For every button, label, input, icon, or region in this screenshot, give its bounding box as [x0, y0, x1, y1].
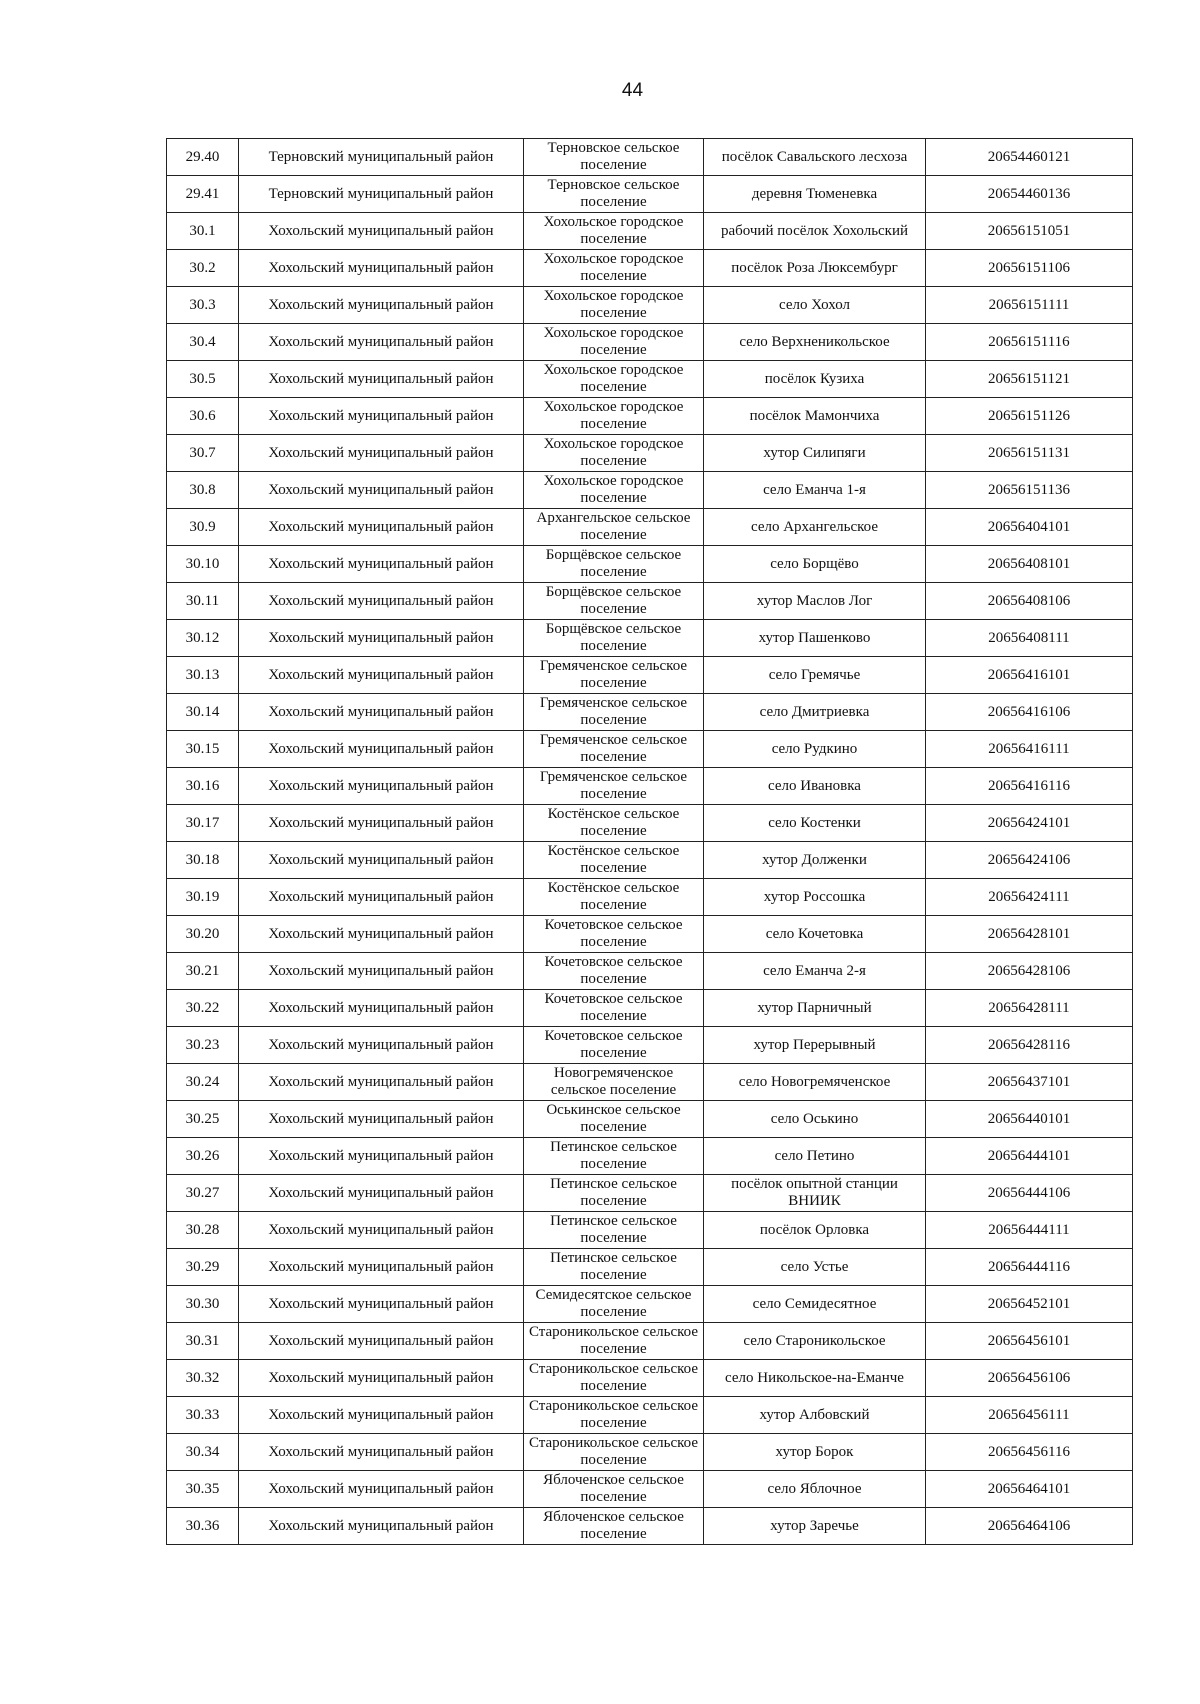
row-number-cell: 30.28 [167, 1212, 239, 1249]
settlement-cell: Хохольское городское поселение [524, 324, 704, 361]
locality-cell: село Гремячье [704, 657, 926, 694]
oktmo-code-cell: 20656452101 [926, 1286, 1133, 1323]
table-row [167, 1434, 1133, 1471]
locality-cell: хутор Россошка [704, 879, 926, 916]
row-number-cell: 30.1 [167, 213, 239, 250]
row-number-cell: 30.35 [167, 1471, 239, 1508]
oktmo-code-cell: 20656444111 [926, 1212, 1133, 1249]
district-cell: Хохольский муниципальный район [239, 916, 524, 953]
district-cell: Хохольский муниципальный район [239, 472, 524, 509]
oktmo-code-cell: 20656151051 [926, 213, 1133, 250]
row-number-cell: 30.22 [167, 990, 239, 1027]
row-number-cell: 30.3 [167, 287, 239, 324]
locality-cell: хутор Перерывный [704, 1027, 926, 1064]
row-number-cell: 30.34 [167, 1434, 239, 1471]
settlement-cell: Петинское сельское поселение [524, 1249, 704, 1286]
district-cell: Хохольский муниципальный район [239, 1101, 524, 1138]
table-row [167, 1175, 1133, 1212]
district-cell: Терновский муниципальный район [239, 176, 524, 213]
row-number-cell: 30.24 [167, 1064, 239, 1101]
locality-cell: посёлок Мамончиха [704, 398, 926, 435]
district-cell: Терновский муниципальный район [239, 139, 524, 176]
row-number-cell: 29.40 [167, 139, 239, 176]
settlement-cell: Костёнское сельское поселение [524, 842, 704, 879]
oktmo-code-cell: 20656416106 [926, 694, 1133, 731]
table-row [167, 435, 1133, 472]
table-row [167, 176, 1133, 213]
district-cell: Хохольский муниципальный район [239, 1397, 524, 1434]
table-row [167, 953, 1133, 990]
oktmo-code-cell: 20656464106 [926, 1508, 1133, 1545]
locality-cell: рабочий посёлок Хохольский [704, 213, 926, 250]
locality-cell: село Семидесятное [704, 1286, 926, 1323]
oktmo-code-cell: 20656456116 [926, 1434, 1133, 1471]
oktmo-code-cell: 20656151106 [926, 250, 1133, 287]
settlement-cell: Хохольское городское поселение [524, 472, 704, 509]
settlement-cell: Гремяченское сельское поселение [524, 694, 704, 731]
district-cell: Хохольский муниципальный район [239, 509, 524, 546]
row-number-cell: 30.10 [167, 546, 239, 583]
oktmo-code-cell: 20656151111 [926, 287, 1133, 324]
settlement-cell: Гремяченское сельское поселение [524, 731, 704, 768]
row-number-cell: 30.18 [167, 842, 239, 879]
district-cell: Хохольский муниципальный район [239, 694, 524, 731]
district-cell: Хохольский муниципальный район [239, 213, 524, 250]
settlement-cell: Семидесятское сельское поселение [524, 1286, 704, 1323]
district-cell: Хохольский муниципальный район [239, 1175, 524, 1212]
row-number-cell: 30.2 [167, 250, 239, 287]
settlement-cell: Терновское сельское поселение [524, 176, 704, 213]
district-cell: Хохольский муниципальный район [239, 324, 524, 361]
oktmo-code-cell: 20656456101 [926, 1323, 1133, 1360]
district-cell: Хохольский муниципальный район [239, 583, 524, 620]
district-cell: Хохольский муниципальный район [239, 1360, 524, 1397]
locality-cell: село Петино [704, 1138, 926, 1175]
settlement-cell: Архангельское сельское поселение [524, 509, 704, 546]
oktmo-code-cell: 20656440101 [926, 1101, 1133, 1138]
locality-cell: село Верхненикольское [704, 324, 926, 361]
district-cell: Хохольский муниципальный район [239, 1286, 524, 1323]
oktmo-code-cell: 20656424101 [926, 805, 1133, 842]
table-row [167, 916, 1133, 953]
settlement-cell: Оськинское сельское поселение [524, 1101, 704, 1138]
settlement-cell: Хохольское городское поселение [524, 287, 704, 324]
settlement-cell: Хохольское городское поселение [524, 398, 704, 435]
table-row [167, 361, 1133, 398]
row-number-cell: 30.15 [167, 731, 239, 768]
row-number-cell: 30.19 [167, 879, 239, 916]
oktmo-code-cell: 20656456106 [926, 1360, 1133, 1397]
locality-cell: деревня Тюменевка [704, 176, 926, 213]
locality-cell: хутор Долженки [704, 842, 926, 879]
district-cell: Хохольский муниципальный район [239, 1471, 524, 1508]
settlement-cell: Гремяченское сельское поселение [524, 768, 704, 805]
row-number-cell: 30.13 [167, 657, 239, 694]
district-cell: Хохольский муниципальный район [239, 250, 524, 287]
district-cell: Хохольский муниципальный район [239, 1027, 524, 1064]
district-cell: Хохольский муниципальный район [239, 1064, 524, 1101]
locality-cell: село Борщёво [704, 546, 926, 583]
settlement-cell: Кочетовское сельское поселение [524, 916, 704, 953]
locality-cell: хутор Заречье [704, 1508, 926, 1545]
locality-cell: село Архангельское [704, 509, 926, 546]
district-cell: Хохольский муниципальный район [239, 842, 524, 879]
settlement-cell: Гремяченское сельское поселение [524, 657, 704, 694]
district-cell: Хохольский муниципальный район [239, 990, 524, 1027]
locality-cell: село Хохол [704, 287, 926, 324]
settlement-cell: Кочетовское сельское поселение [524, 990, 704, 1027]
row-number-cell: 30.29 [167, 1249, 239, 1286]
district-cell: Хохольский муниципальный район [239, 768, 524, 805]
row-number-cell: 30.27 [167, 1175, 239, 1212]
row-number-cell: 30.21 [167, 953, 239, 990]
locality-cell: село Никольское-на-Еманче [704, 1360, 926, 1397]
settlement-cell: Костёнское сельское поселение [524, 805, 704, 842]
row-number-cell: 30.33 [167, 1397, 239, 1434]
table-row [167, 583, 1133, 620]
settlement-cell: Новогремяченское сельское поселение [524, 1064, 704, 1101]
oktmo-code-cell: 20656428116 [926, 1027, 1133, 1064]
oktmo-code-cell: 20656408101 [926, 546, 1133, 583]
oktmo-code-cell: 20656428111 [926, 990, 1133, 1027]
oktmo-code-cell: 20656416116 [926, 768, 1133, 805]
locality-cell: посёлок Кузиха [704, 361, 926, 398]
district-cell: Хохольский муниципальный район [239, 398, 524, 435]
table-row [167, 1138, 1133, 1175]
table-row [167, 1323, 1133, 1360]
oktmo-code-cell: 20656428106 [926, 953, 1133, 990]
locality-cell: хутор Парничный [704, 990, 926, 1027]
district-cell: Хохольский муниципальный район [239, 1434, 524, 1471]
oktmo-code-cell: 20654460136 [926, 176, 1133, 213]
district-cell: Хохольский муниципальный район [239, 435, 524, 472]
settlement-cell: Борщёвское сельское поселение [524, 546, 704, 583]
locality-registry-table [166, 138, 1133, 1545]
settlement-cell: Староникольское сельское поселение [524, 1360, 704, 1397]
table-row [167, 805, 1133, 842]
settlement-cell: Яблоченское сельское поселение [524, 1508, 704, 1545]
oktmo-code-cell: 20656424111 [926, 879, 1133, 916]
locality-cell: село Костенки [704, 805, 926, 842]
settlement-cell: Староникольское сельское поселение [524, 1397, 704, 1434]
row-number-cell: 30.25 [167, 1101, 239, 1138]
oktmo-code-cell: 20654460121 [926, 139, 1133, 176]
settlement-cell: Кочетовское сельское поселение [524, 953, 704, 990]
district-cell: Хохольский муниципальный район [239, 1323, 524, 1360]
district-cell: Хохольский муниципальный район [239, 657, 524, 694]
table-row [167, 990, 1133, 1027]
oktmo-code-cell: 20656424106 [926, 842, 1133, 879]
district-cell: Хохольский муниципальный район [239, 1212, 524, 1249]
table-row [167, 694, 1133, 731]
settlement-cell: Терновское сельское поселение [524, 139, 704, 176]
oktmo-code-cell: 20656464101 [926, 1471, 1133, 1508]
district-cell: Хохольский муниципальный район [239, 953, 524, 990]
page-number: 44 [621, 80, 644, 101]
locality-cell: село Ивановка [704, 768, 926, 805]
locality-cell: посёлок опытной станции ВНИИК [704, 1175, 926, 1212]
table-row [167, 1286, 1133, 1323]
settlement-cell: Староникольское сельское поселение [524, 1434, 704, 1471]
table-row [167, 1101, 1133, 1138]
row-number-cell: 30.20 [167, 916, 239, 953]
locality-cell: село Рудкино [704, 731, 926, 768]
settlement-cell: Петинское сельское поселение [524, 1138, 704, 1175]
table-row [167, 1212, 1133, 1249]
settlement-cell: Хохольское городское поселение [524, 213, 704, 250]
oktmo-code-cell: 20656151126 [926, 398, 1133, 435]
settlement-cell: Петинское сельское поселение [524, 1212, 704, 1249]
oktmo-code-cell: 20656444116 [926, 1249, 1133, 1286]
locality-cell: хутор Маслов Лог [704, 583, 926, 620]
locality-cell: хутор Борок [704, 1434, 926, 1471]
row-number-cell: 30.31 [167, 1323, 239, 1360]
table-row [167, 879, 1133, 916]
row-number-cell: 30.5 [167, 361, 239, 398]
table-row [167, 1249, 1133, 1286]
oktmo-code-cell: 20656151121 [926, 361, 1133, 398]
row-number-cell: 30.4 [167, 324, 239, 361]
oktmo-code-cell: 20656416111 [926, 731, 1133, 768]
oktmo-code-cell: 20656444101 [926, 1138, 1133, 1175]
table-row [167, 324, 1133, 361]
district-cell: Хохольский муниципальный район [239, 879, 524, 916]
settlement-cell: Хохольское городское поселение [524, 435, 704, 472]
settlement-cell: Яблоченское сельское поселение [524, 1471, 704, 1508]
oktmo-code-cell: 20656444106 [926, 1175, 1133, 1212]
table-row [167, 287, 1133, 324]
table-row [167, 1064, 1133, 1101]
oktmo-code-cell: 20656151136 [926, 472, 1133, 509]
oktmo-code-cell: 20656151131 [926, 435, 1133, 472]
row-number-cell: 30.23 [167, 1027, 239, 1064]
oktmo-code-cell: 20656437101 [926, 1064, 1133, 1101]
row-number-cell: 30.26 [167, 1138, 239, 1175]
district-cell: Хохольский муниципальный район [239, 287, 524, 324]
locality-cell: хутор Силипяги [704, 435, 926, 472]
row-number-cell: 30.32 [167, 1360, 239, 1397]
table-row [167, 1397, 1133, 1434]
oktmo-code-cell: 20656408111 [926, 620, 1133, 657]
row-number-cell: 30.11 [167, 583, 239, 620]
table-row [167, 842, 1133, 879]
row-number-cell: 30.16 [167, 768, 239, 805]
row-number-cell: 30.30 [167, 1286, 239, 1323]
table-row [167, 250, 1133, 287]
locality-cell: село Еманча 1-я [704, 472, 926, 509]
row-number-cell: 30.8 [167, 472, 239, 509]
settlement-cell: Борщёвское сельское поселение [524, 583, 704, 620]
settlement-cell: Хохольское городское поселение [524, 250, 704, 287]
locality-cell: село Оськино [704, 1101, 926, 1138]
row-number-cell: 30.17 [167, 805, 239, 842]
locality-cell: посёлок Савальского лесхоза [704, 139, 926, 176]
table-row [167, 1471, 1133, 1508]
oktmo-code-cell: 20656428101 [926, 916, 1133, 953]
district-cell: Хохольский муниципальный район [239, 546, 524, 583]
district-cell: Хохольский муниципальный район [239, 1249, 524, 1286]
table-row [167, 657, 1133, 694]
locality-cell: село Еманча 2-я [704, 953, 926, 990]
district-cell: Хохольский муниципальный район [239, 361, 524, 398]
table-row [167, 546, 1133, 583]
district-cell: Хохольский муниципальный район [239, 805, 524, 842]
oktmo-code-cell: 20656404101 [926, 509, 1133, 546]
oktmo-code-cell: 20656456111 [926, 1397, 1133, 1434]
table-row [167, 398, 1133, 435]
table-row [167, 1508, 1133, 1545]
settlement-cell: Кочетовское сельское поселение [524, 1027, 704, 1064]
table-row [167, 139, 1133, 176]
locality-cell: село Дмитриевка [704, 694, 926, 731]
table-row [167, 213, 1133, 250]
locality-cell: село Кочетовка [704, 916, 926, 953]
table-row [167, 509, 1133, 546]
settlement-cell: Петинское сельское поселение [524, 1175, 704, 1212]
row-number-cell: 30.14 [167, 694, 239, 731]
locality-cell: хутор Албовский [704, 1397, 926, 1434]
district-cell: Хохольский муниципальный район [239, 1138, 524, 1175]
row-number-cell: 30.12 [167, 620, 239, 657]
oktmo-code-cell: 20656416101 [926, 657, 1133, 694]
settlement-cell: Борщёвское сельское поселение [524, 620, 704, 657]
locality-cell: село Новогремяченское [704, 1064, 926, 1101]
table-row [167, 731, 1133, 768]
row-number-cell: 30.7 [167, 435, 239, 472]
locality-cell: село Староникольское [704, 1323, 926, 1360]
row-number-cell: 30.6 [167, 398, 239, 435]
settlement-cell: Костёнское сельское поселение [524, 879, 704, 916]
locality-cell: село Устье [704, 1249, 926, 1286]
table-row [167, 620, 1133, 657]
row-number-cell: 30.36 [167, 1508, 239, 1545]
district-cell: Хохольский муниципальный район [239, 731, 524, 768]
table-row [167, 1027, 1133, 1064]
oktmo-code-cell: 20656408106 [926, 583, 1133, 620]
row-number-cell: 30.9 [167, 509, 239, 546]
registry-table-body [167, 139, 1133, 1545]
settlement-cell: Староникольское сельское поселение [524, 1323, 704, 1360]
table-row [167, 768, 1133, 805]
locality-cell: посёлок Орловка [704, 1212, 926, 1249]
row-number-cell: 29.41 [167, 176, 239, 213]
district-cell: Хохольский муниципальный район [239, 1508, 524, 1545]
locality-cell: село Яблочное [704, 1471, 926, 1508]
district-cell: Хохольский муниципальный район [239, 620, 524, 657]
locality-cell: посёлок Роза Люксембург [704, 250, 926, 287]
oktmo-code-cell: 20656151116 [926, 324, 1133, 361]
settlement-cell: Хохольское городское поселение [524, 361, 704, 398]
table-row [167, 472, 1133, 509]
locality-cell: хутор Пашенково [704, 620, 926, 657]
table-row [167, 1360, 1133, 1397]
